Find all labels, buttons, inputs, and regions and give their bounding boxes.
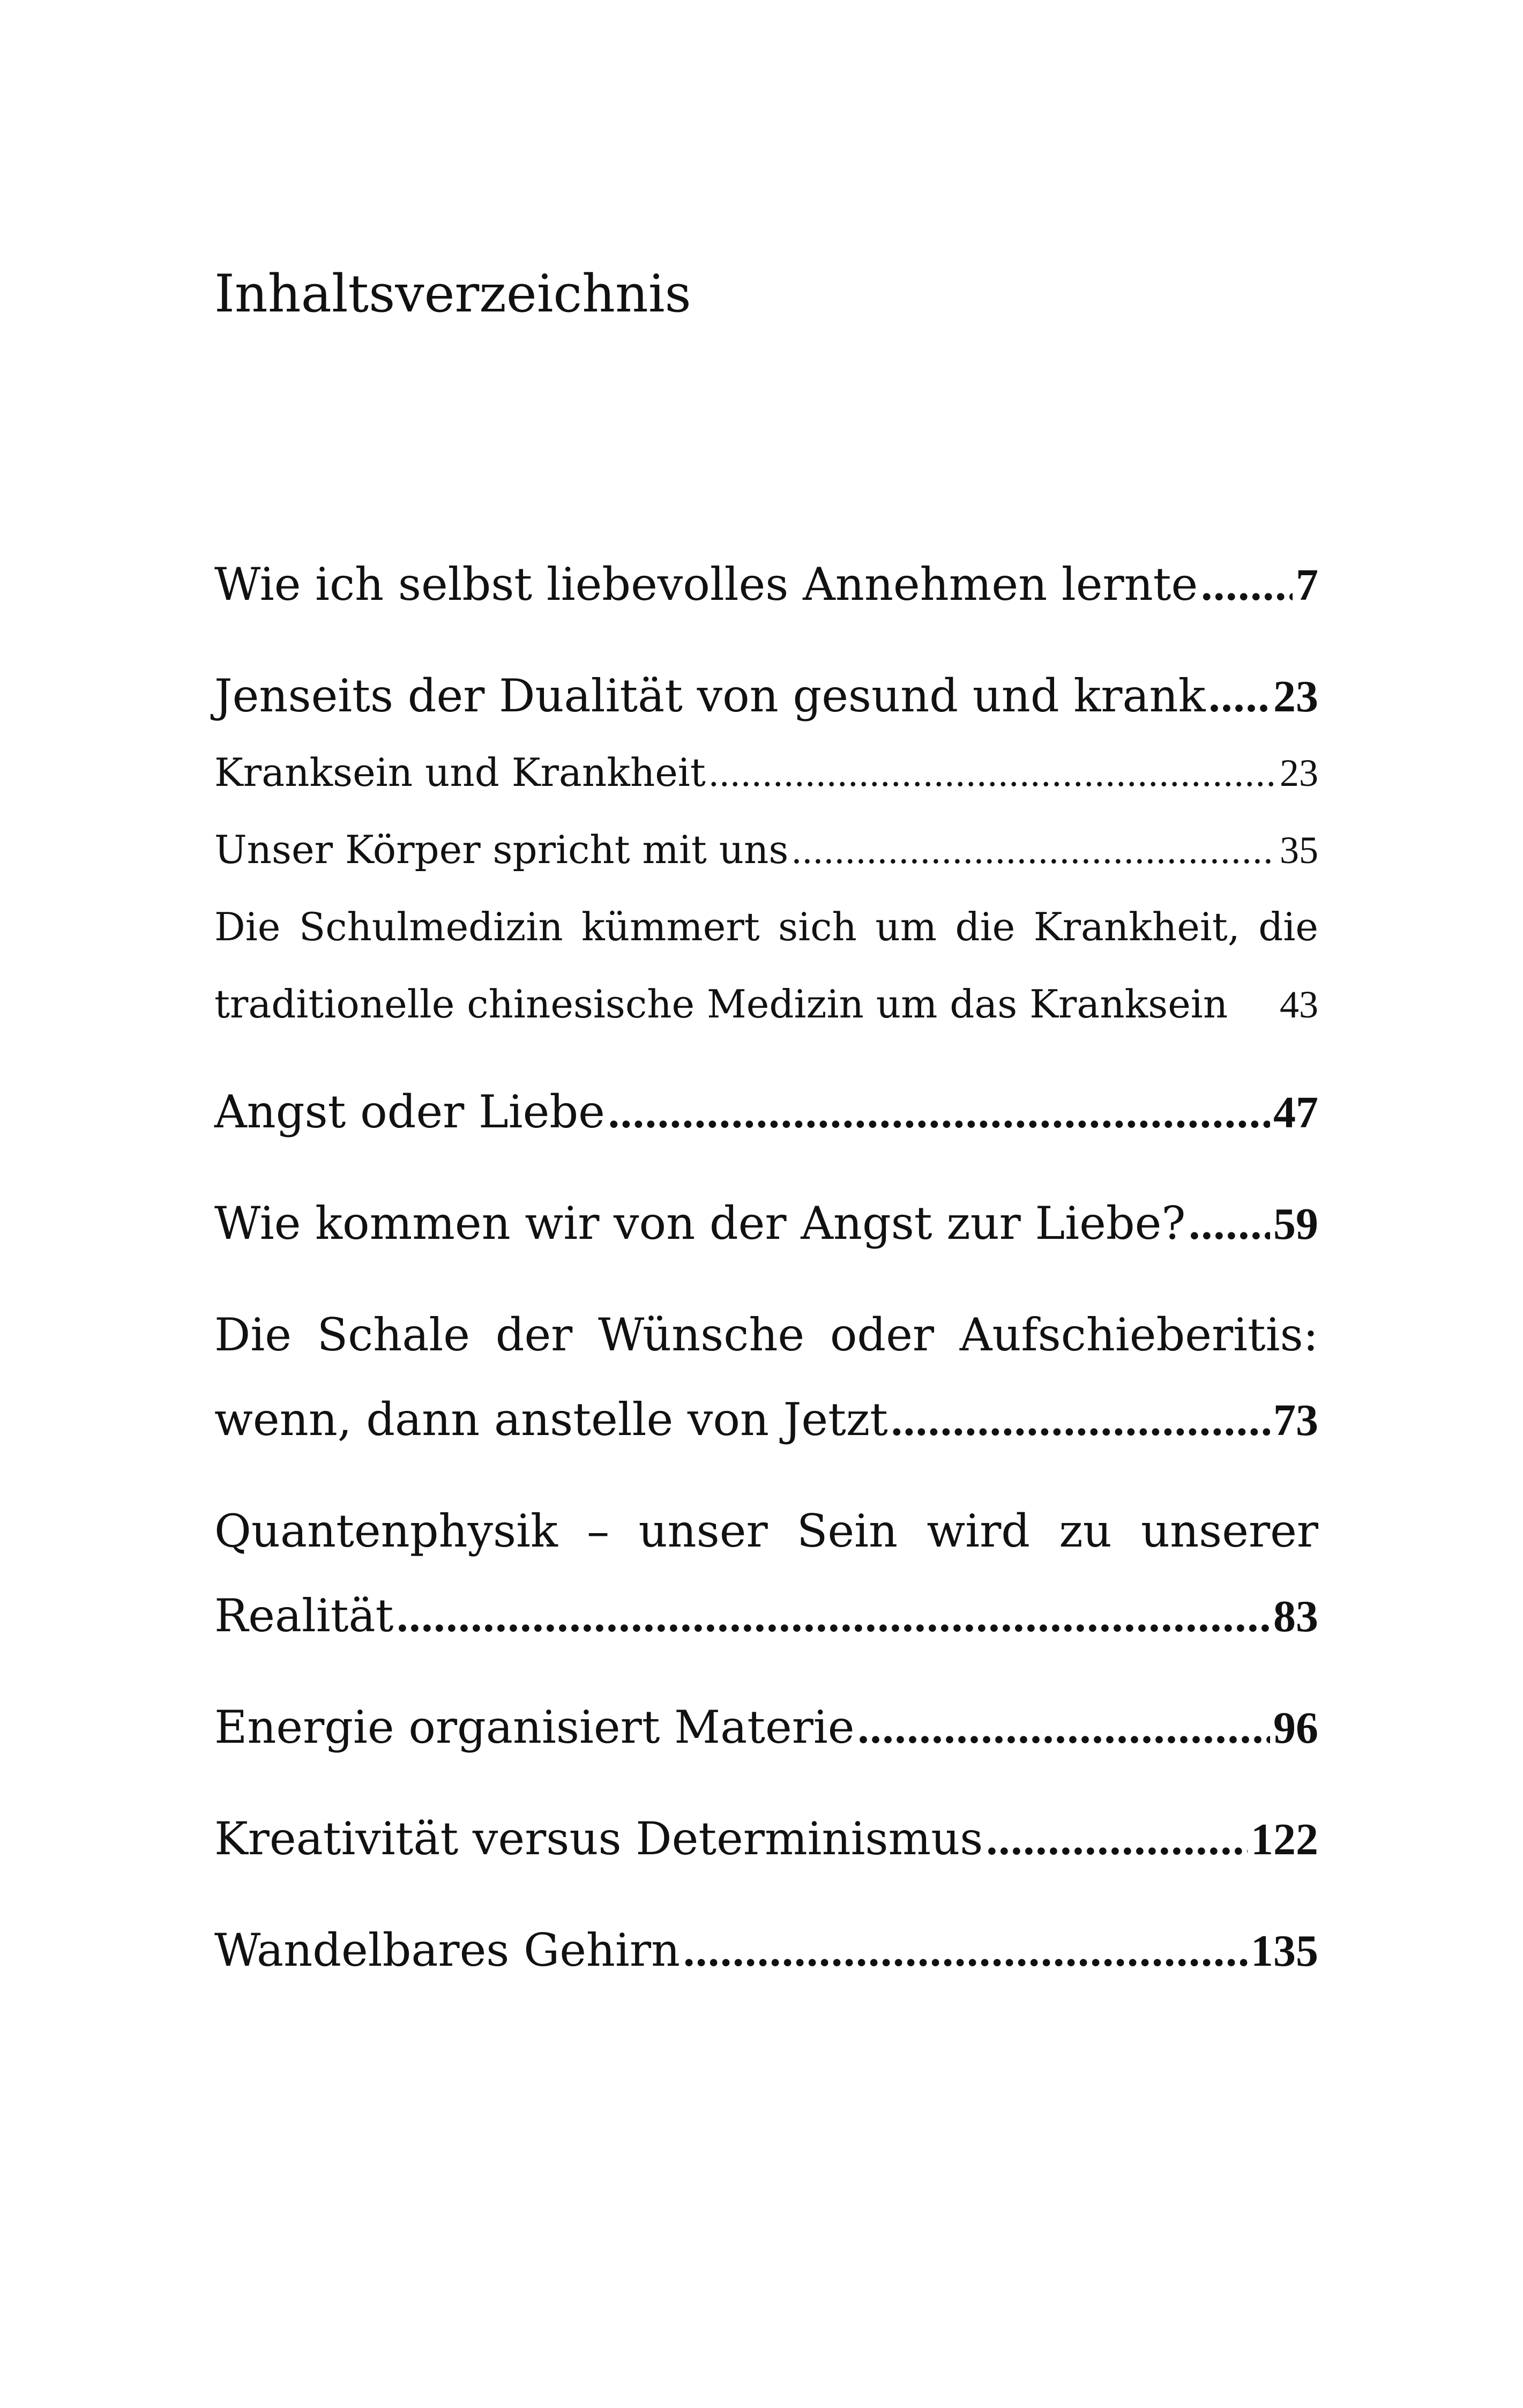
toc-page-number: 73: [1273, 1395, 1318, 1445]
toc-page-number: 59: [1273, 1199, 1318, 1249]
toc-entry-title: Energie organisiert Materie: [214, 1701, 855, 1753]
toc-entry-title: Wandelbares Gehirn: [214, 1924, 681, 1976]
toc-page-number: 83: [1273, 1592, 1318, 1641]
toc-subentry-line-2: [214, 981, 1318, 1027]
toc-subentry-2-3: [214, 904, 1318, 1027]
dot-leader: [683, 1924, 1248, 1978]
toc-page-number: 47: [1273, 1088, 1318, 1138]
toc-entry-7: [214, 1700, 1318, 1754]
dot-leader: [891, 1394, 1270, 1447]
toc-entry-title-line-2: wenn, dann anstelle von Jetzt: [214, 1393, 888, 1446]
toc-subentry-title-line-1: Die Schulmedizin kümmert sich um die Krankheit, die: [214, 904, 1318, 949]
toc-entry-title: Angst oder Liebe: [214, 1086, 605, 1138]
toc-entry-title-line-2: Realität: [214, 1589, 394, 1642]
table-of-contents: [214, 558, 1318, 1977]
dot-leader: [1189, 1198, 1270, 1251]
toc-entry-1: [214, 558, 1318, 611]
dot-leader: [1209, 670, 1270, 724]
toc-entry-6: [214, 1504, 1318, 1643]
toc-page-number: 96: [1273, 1703, 1318, 1753]
toc-entry-title: Jenseits der Dualität von gesund und krank: [214, 670, 1206, 722]
toc-page-number: 122: [1251, 1815, 1318, 1864]
dot-leader: [792, 827, 1276, 873]
toc-page-number: 23: [1273, 672, 1318, 722]
dot-leader: [857, 1701, 1270, 1755]
toc-entry-title: Wie ich selbst liebevolles Annehmen lernte: [214, 558, 1198, 611]
toc-subentry-title: Unser Körper spricht mit uns: [214, 827, 789, 872]
toc-subentry-2-1: [214, 749, 1318, 796]
toc-subentry-2-2: [214, 827, 1318, 873]
toc-entry-title: Kreativität versus Determinismus: [214, 1812, 983, 1865]
dot-leader: [709, 750, 1276, 796]
toc-entry-5: [214, 1308, 1318, 1446]
toc-entry-8: [214, 1812, 1318, 1866]
toc-entry-line-2: [214, 1589, 1318, 1643]
dot-leader: [986, 1813, 1248, 1867]
dot-leader: [1201, 559, 1293, 612]
toc-entry-title: Wie kommen wir von der Angst zur Liebe?: [214, 1197, 1186, 1250]
dot-leader: [608, 1086, 1270, 1140]
toc-heading: Inhaltsverzeichnis: [214, 264, 691, 324]
toc-entry-3: [214, 1085, 1318, 1139]
toc-subentry-title-line-2: traditionelle chinesische Medizin um das Kranksein: [214, 982, 1228, 1027]
toc-entry-title-line-1: Quantenphysik – unser Sein wird zu unserer: [214, 1505, 1318, 1557]
dot-leader: [397, 1590, 1270, 1644]
toc-page-number: 7: [1296, 560, 1318, 610]
toc-page-number: 35: [1280, 829, 1318, 872]
toc-entry-4: [214, 1196, 1318, 1250]
toc-page-number: 23: [1280, 752, 1318, 794]
toc-page-number: 135: [1251, 1926, 1318, 1976]
toc-entry-title-line-1: Die Schale der Wünsche oder Aufschieberitis:: [214, 1309, 1318, 1361]
toc-entry-line-2: [214, 1393, 1318, 1446]
toc-entry-2: [214, 669, 1318, 723]
toc-entry-9: [214, 1923, 1318, 1977]
toc-subentry-title: Kranksein und Krankheit: [214, 750, 706, 795]
toc-page-number: 43: [1280, 983, 1318, 1026]
